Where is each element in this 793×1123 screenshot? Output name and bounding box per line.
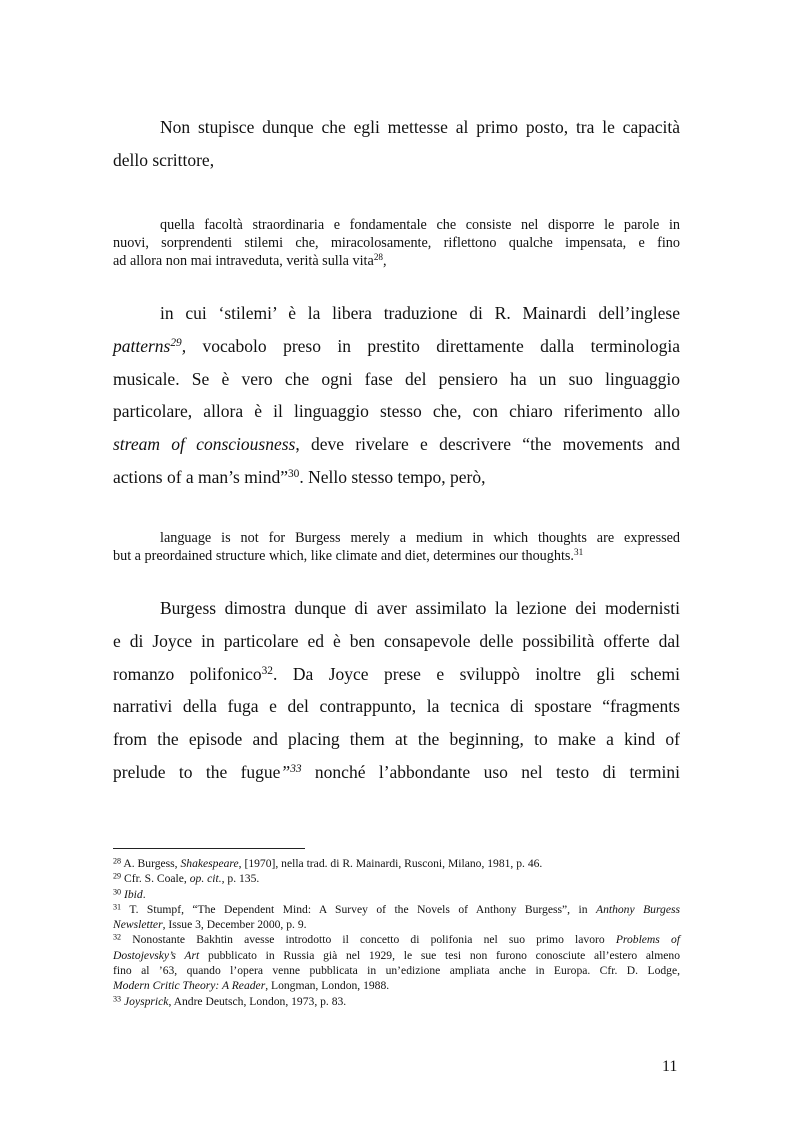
footnote-32-pre: Nonostante Bakhtin avesse introdotto il concetto di polifonia nel suo primo lavoro xyxy=(121,933,616,947)
paragraph-3-line-6 xyxy=(113,756,680,789)
quote-1-line-2: nuovi, sorprendenti stilemi che, miracolosamente, riflettono qualche impensata, e fino xyxy=(113,235,680,251)
paragraph-3-line-3 xyxy=(113,658,680,691)
footnote-ref-28: 28 xyxy=(373,251,384,262)
paragraph-2-line-2 xyxy=(113,330,680,363)
term-stream-of-consciousness: stream of consciousness xyxy=(113,434,296,455)
footnote-31-number: 31 xyxy=(113,902,122,912)
footnote-33-title: Joysprick xyxy=(124,994,169,1008)
footnote-ref-30: 30 xyxy=(287,467,300,480)
paragraph-3-line-6b: nonché l’abbondante uso nel testo di termini xyxy=(301,761,680,782)
footnote-32-line-1 xyxy=(113,932,680,947)
footnote-32-line-4 xyxy=(113,978,680,993)
paragraph-2-line-1: in cui ‘stilemi’ è la libera traduzione di R. Mainardi dell’inglese xyxy=(160,303,680,323)
footnote-28-line xyxy=(113,856,680,871)
footnote-28-number: 28 xyxy=(113,856,122,866)
paragraph-2-line-5-rest: , deve rivelare e descrivere “the movements and xyxy=(295,434,680,455)
paragraph-3-line-2: e di Joyce in particolare ed è ben consapevole delle possibilità offerte dal xyxy=(113,630,680,651)
footnote-33-number: 33 xyxy=(113,994,122,1004)
quote-1-line-3-text: ad allora non mai intraveduta, verità sulla vita xyxy=(113,253,374,269)
footnote-32-line-2-text: pubblicato in Russia già nel 1929, le sue tesi non furono conosciute all’estero almeno xyxy=(199,948,680,962)
footnote-29 xyxy=(113,871,680,886)
footnote-31 xyxy=(113,902,680,933)
quote-1-tail: , xyxy=(383,253,387,269)
quote-2-line-1: language is not for Burgess merely a medium in which thoughts are expressed xyxy=(160,530,680,546)
footnote-32-title-b: Dostojevsky’s Art xyxy=(113,948,200,962)
footnote-30-post: . xyxy=(142,887,146,901)
paragraph-2-line-3: musicale. Se è vero che ogni fase del pensiero ha un suo linguaggio xyxy=(113,368,680,389)
footnote-31-title-a: Anthony Burgess xyxy=(595,902,680,916)
footnote-32-line-2 xyxy=(113,948,680,963)
footnote-28-title: Shakespeare xyxy=(180,857,239,870)
paragraph-1-line-2: dello scrittore, xyxy=(113,149,215,170)
paragraph-2-line-6b: . Nello stesso tempo, però, xyxy=(299,466,486,487)
footnote-32-number: 32 xyxy=(113,932,122,942)
paragraph-2-line-6a: actions of a man’s mind” xyxy=(113,466,288,487)
paragraph-3 xyxy=(113,592,680,789)
footnote-32-title-c: Modern Critic Theory: A Reader xyxy=(113,979,266,993)
footnote-ref-33 xyxy=(290,763,301,775)
paragraph-1-line-1: Non stupisce dunque che egli mettesse al primo posto, tra le capacità xyxy=(160,117,680,137)
footnote-ref-29-text: 29 xyxy=(170,336,182,349)
block-quote-2 xyxy=(113,529,680,565)
footnote-32-line-3: fino al ’63, quando l’opera venne pubblicata in un’edizione ampliata anche in Europa. Cfr. D. Lodge, xyxy=(113,964,680,978)
block-quote-1 xyxy=(113,216,680,270)
footnote-31-pre: T. Stumpf, “The Dependent Mind: A Survey of the Novels of Anthony Burgess”, in xyxy=(121,902,596,916)
footnote-32-post: , Longman, London, 1988. xyxy=(265,979,390,993)
footnote-29-line xyxy=(113,871,680,886)
footnote-31-line-2 xyxy=(113,917,680,932)
footnote-31-post: , Issue 3, December 2000, p. 9. xyxy=(162,918,307,932)
quote-2-line-2-text: but a preordained structure which, like climate and diet, determines our thoughts. xyxy=(113,548,574,564)
paragraph-2-line-2-rest: vocabolo preso in prestito direttamente dalla terminologia xyxy=(186,335,680,356)
paragraph-3-line-1: Burgess dimostra dunque di aver assimilato la lezione dei modernisti xyxy=(160,598,680,618)
footnote-31-line-1 xyxy=(113,902,680,917)
footnote-28 xyxy=(113,856,680,871)
page-number: 11 xyxy=(662,1058,678,1075)
footnote-33-line xyxy=(113,994,680,1009)
term-patterns: patterns xyxy=(113,335,171,356)
quote-1-line-3 xyxy=(113,252,680,270)
paragraph-2 xyxy=(113,297,680,494)
quote-2-line-2 xyxy=(113,547,680,565)
footnote-29-pre: Cfr. S. Coale, xyxy=(121,872,190,886)
footnote-30 xyxy=(113,887,680,902)
paragraph-3-line-5: from the episode and placing them at the beginning, to make a kind of xyxy=(113,729,680,750)
footnote-ref-29 xyxy=(170,337,181,349)
paragraph-3-line-3b: . Da Joyce prese e sviluppò inoltre gli schemi xyxy=(272,663,681,684)
footnote-32-title-a: Problems of xyxy=(615,933,680,947)
paragraph-2-line-6 xyxy=(113,461,680,494)
paragraph-3-line-3a: romanzo polifonico xyxy=(113,663,262,684)
footnote-33-post: , Andre Deutsch, London, 1973, p. 83. xyxy=(168,994,347,1008)
closing-quote: ” xyxy=(280,761,291,782)
footnote-31-title-b: Newsletter xyxy=(113,918,163,932)
footnote-29-title: op. cit., xyxy=(189,872,225,886)
footnote-ref-31: 31 xyxy=(573,546,584,557)
footnote-30-line xyxy=(113,887,680,902)
footnote-33 xyxy=(113,994,680,1009)
footnote-28-post: , [1970], nella trad. di R. Mainardi, Rusconi, Milano, 1981, p. 46. xyxy=(238,857,543,870)
footnotes xyxy=(113,856,680,1009)
footnote-29-post: p. 135. xyxy=(224,872,260,886)
paragraph-3-line-6a: prelude to the fugue xyxy=(113,761,281,782)
term-patterns-comma: , xyxy=(181,335,187,356)
paragraph-3-line-4: narrativi della fuga e del contrappunto, la tecnica di spostare “fragments xyxy=(113,696,680,717)
paragraph-1 xyxy=(113,111,680,177)
footnote-ref-33-text: 33 xyxy=(290,762,302,775)
quote-1-line-1: quella facoltà straordinaria e fondamentale che consiste nel disporre le parole in xyxy=(160,217,680,233)
footnote-30-title: Ibid xyxy=(124,887,143,901)
footnote-28-pre: A. Burgess, xyxy=(121,857,181,870)
footnote-32 xyxy=(113,932,680,993)
footnote-29-number: 29 xyxy=(113,871,122,881)
footnote-30-number: 30 xyxy=(113,886,122,896)
footnote-ref-32: 32 xyxy=(261,664,273,677)
paragraph-2-line-5 xyxy=(113,428,680,461)
footnote-separator xyxy=(113,848,305,849)
paragraph-2-line-4: particolare, allora è il linguaggio stesso che, con chiaro riferimento allo xyxy=(113,401,680,422)
